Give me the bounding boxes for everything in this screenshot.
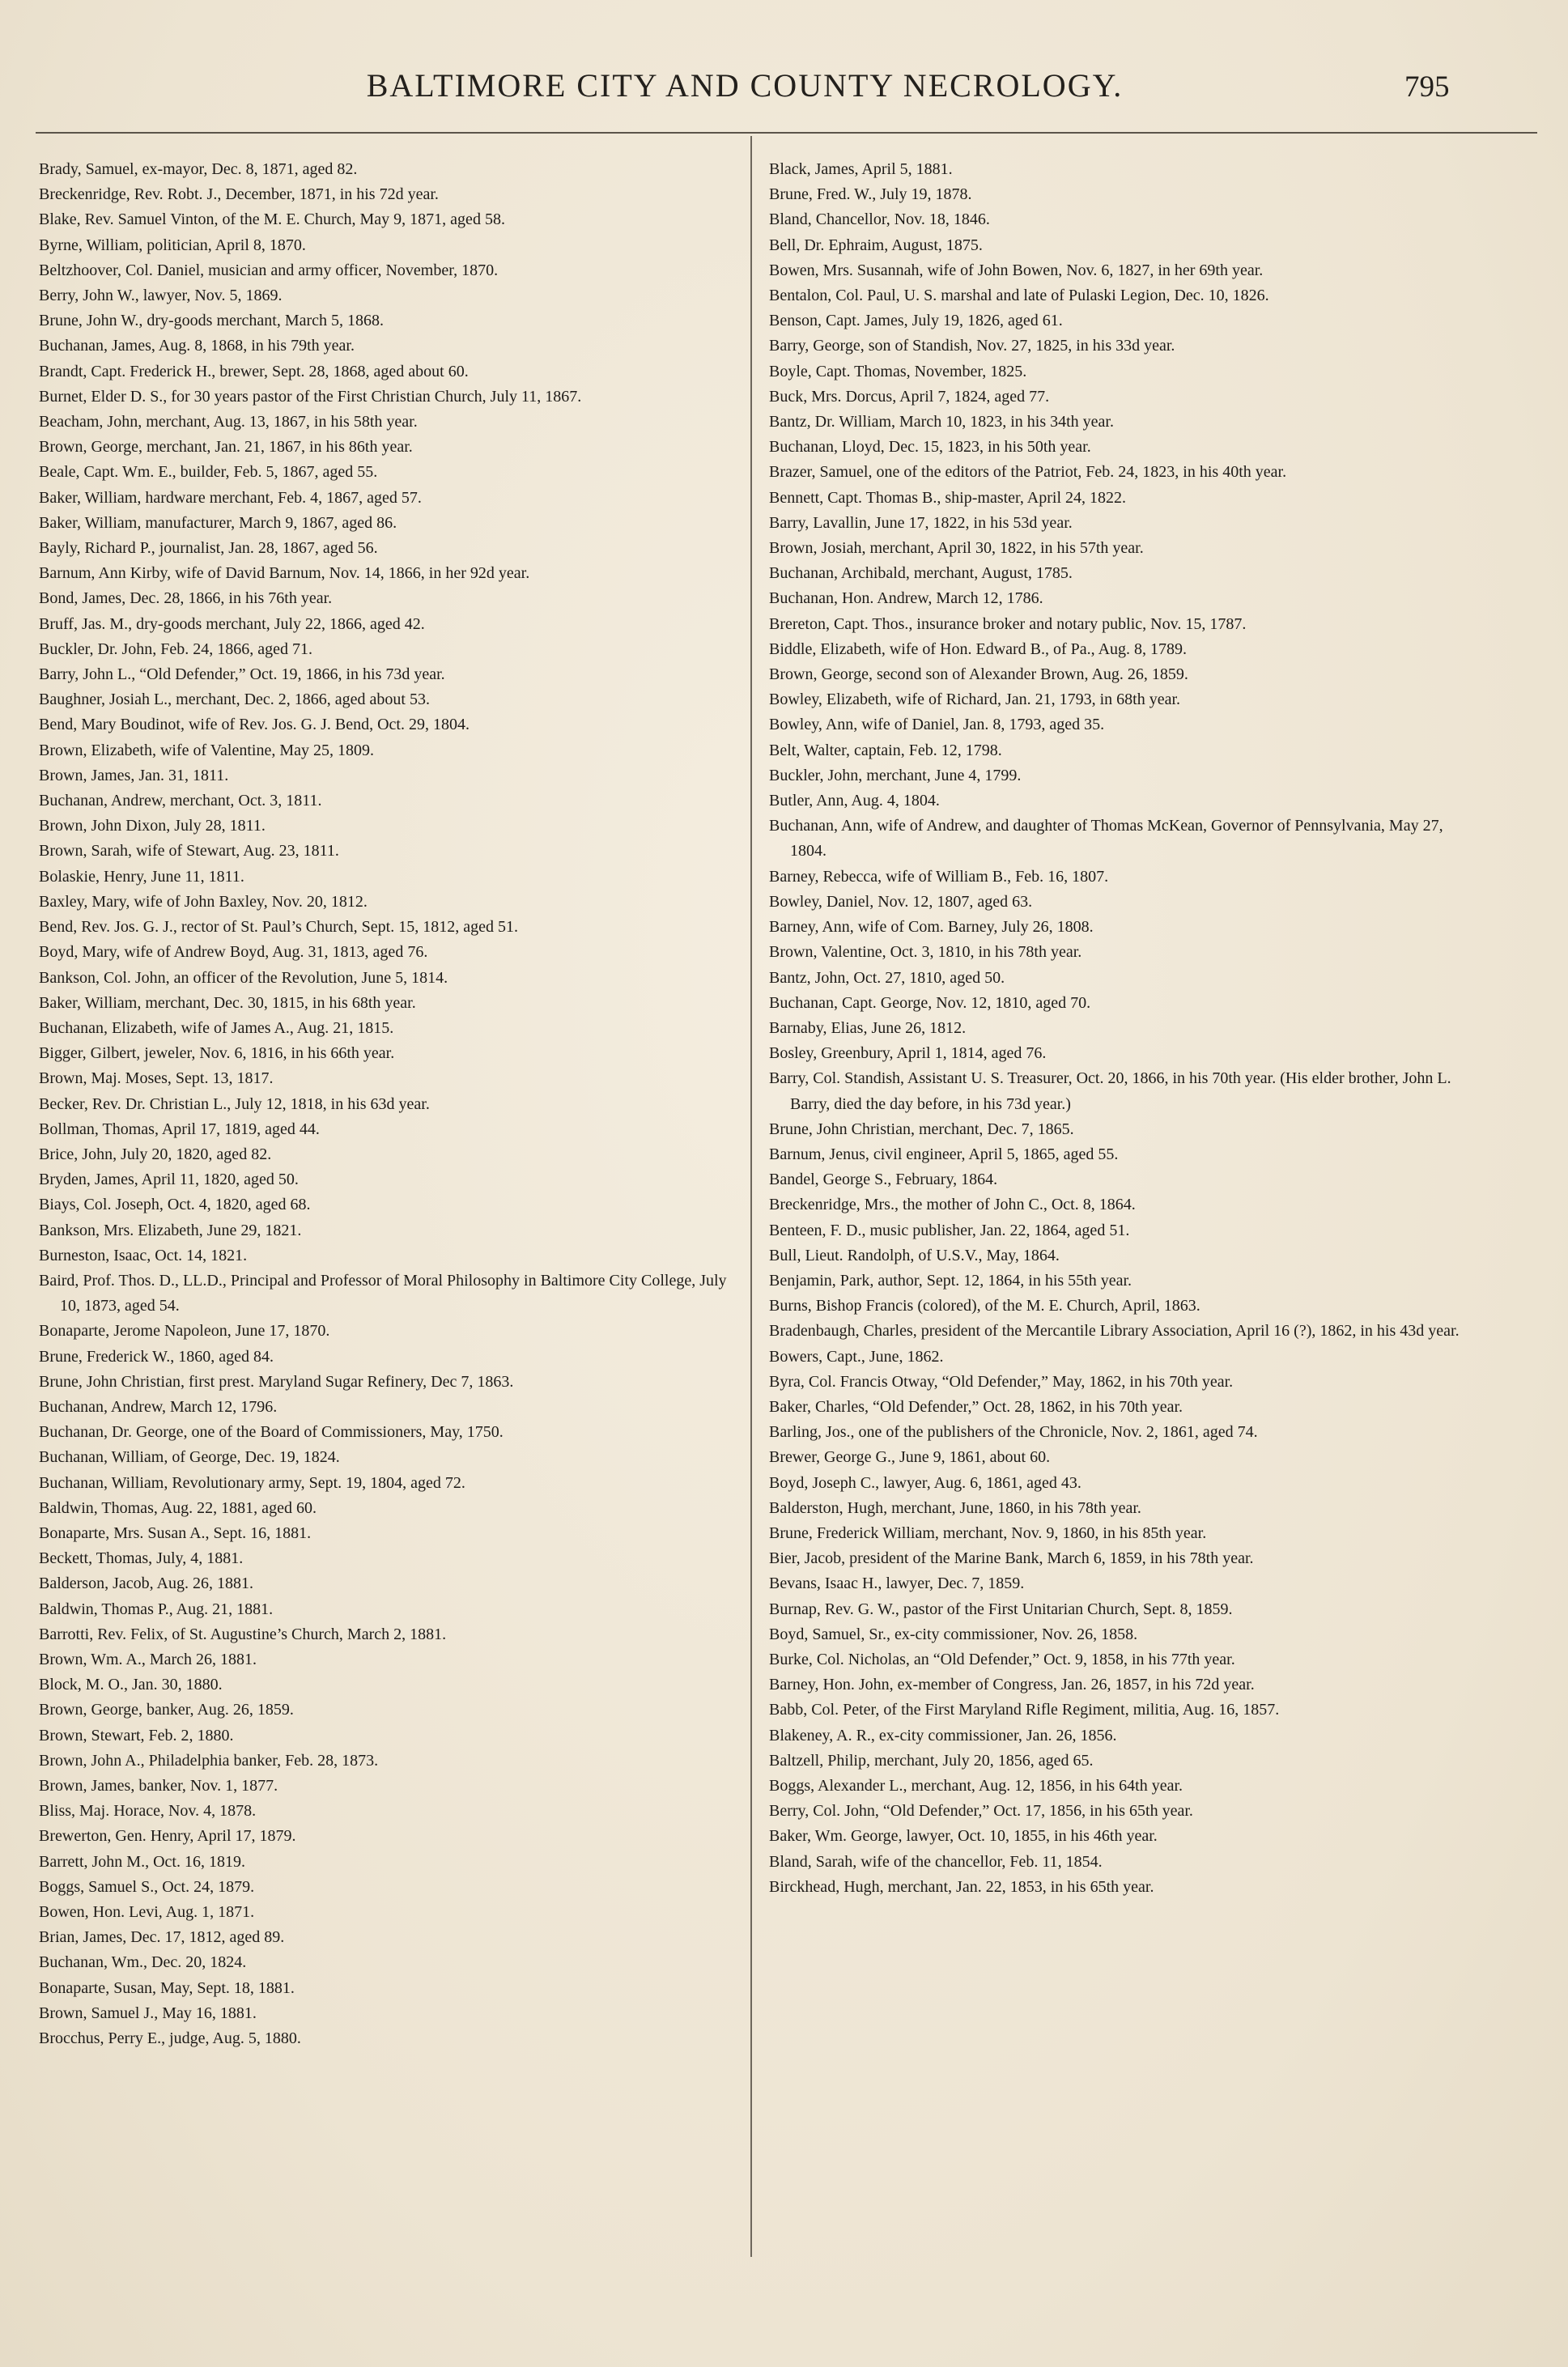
necrology-entry: Benjamin, Park, author, Sept. 12, 1864, in his 55th year. — [769, 1271, 1132, 1290]
necrology-entry: Bennett, Capt. Thomas B., ship-master, April 24, 1822. — [769, 488, 1127, 507]
necrology-entry: Brown, Wm. A., March 26, 1881. — [39, 1650, 257, 1668]
necrology-entry: Bosley, Greenbury, April 1, 1814, aged 76. — [769, 1044, 1047, 1063]
necrology-entry: Brown, James, Jan. 31, 1811. — [39, 766, 229, 784]
necrology-entry: Bliss, Maj. Horace, Nov. 4, 1878. — [39, 1802, 257, 1821]
necrology-entry: Black, James, April 5, 1881. — [769, 160, 953, 178]
necrology-entry: Buckler, John, merchant, June 4, 1799. — [769, 766, 1022, 784]
necrology-entry: Barrett, John M., Oct. 16, 1819. — [39, 1852, 245, 1871]
necrology-entry: Barrotti, Rev. Felix, of St. Augustine’s Church, March 2, 1881. — [39, 1625, 447, 1643]
necrology-entry: Brown, John A., Philadelphia banker, Feb. 28, 1873. — [39, 1751, 379, 1770]
necrology-entry: Bantz, John, Oct. 27, 1810, aged 50. — [769, 968, 1005, 987]
necrology-entry: Barney, Ann, wife of Com. Barney, July 26, 1808. — [769, 918, 1094, 937]
necrology-entry: Belt, Walter, captain, Feb. 12, 1798. — [769, 741, 1002, 759]
necrology-entry: Bowley, Elizabeth, wife of Richard, Jan. 21, 1793, in 68th year. — [769, 691, 1181, 709]
necrology-entry: Brown, Stewart, Feb. 2, 1880. — [39, 1726, 234, 1744]
necrology-entry: Birckhead, Hugh, merchant, Jan. 22, 1853, in his 65th year. — [769, 1877, 1154, 1896]
necrology-entry: Bevans, Isaac H., lawyer, Dec. 7, 1859. — [769, 1574, 1025, 1593]
necrology-entry: Baker, William, merchant, Dec. 30, 1815, in his 68th year. — [39, 993, 416, 1012]
necrology-entry: Burnet, Elder D. S., for 30 years pastor of the First Christian Church, July 11, 1867. — [39, 387, 582, 406]
page-number: 795 — [1404, 70, 1450, 104]
necrology-entry: Burns, Bishop Francis (colored), of the M. E. Church, April, 1863. — [769, 1297, 1200, 1315]
necrology-entry: Balderson, Jacob, Aug. 26, 1881. — [39, 1574, 253, 1593]
necrology-entry: Brazer, Samuel, one of the editors of the Patriot, Feb. 24, 1823, in his 40th year. — [769, 463, 1287, 482]
necrology-entry: Boggs, Samuel S., Oct. 24, 1879. — [39, 1877, 255, 1896]
necrology-entry: Biddle, Elizabeth, wife of Hon. Edward B., of Pa., Aug. 8, 1789. — [769, 640, 1188, 658]
necrology-entry: Brune, Fred. W., July 19, 1878. — [769, 185, 972, 204]
necrology-entry: Baxley, Mary, wife of John Baxley, Nov. 20, 1812. — [39, 892, 368, 911]
necrology-entry: Barney, Rebecca, wife of William B., Feb. 16, 1807. — [769, 867, 1109, 886]
necrology-entry: Buchanan, Andrew, merchant, Oct. 3, 1811. — [39, 792, 322, 810]
header-rule — [36, 132, 1537, 134]
necrology-entry: Byra, Col. Francis Otway, “Old Defender,” May, 1862, in his 70th year. — [769, 1372, 1234, 1391]
necrology-entry: Brown, Sarah, wife of Stewart, Aug. 23, 1811. — [39, 842, 339, 861]
necrology-entry: Buchanan, Andrew, March 12, 1796. — [39, 1397, 278, 1416]
necrology-entry: Bruff, Jas. M., dry-goods merchant, July 22, 1866, aged 42. — [39, 614, 425, 633]
necrology-entry: Barry, Col. Standish, Assistant U. S. Treasurer, Oct. 20, 1866, in his 70th year. (His elder brother, John L. Barry, died the day before, in his 73d year.) — [769, 1069, 1451, 1113]
necrology-entry: Brandt, Capt. Frederick H., brewer, Sept. 28, 1868, aged about 60. — [39, 362, 469, 380]
necrology-entry: Bryden, James, April 11, 1820, aged 50. — [39, 1171, 299, 1189]
necrology-entry: Baldwin, Thomas P., Aug. 21, 1881. — [39, 1600, 274, 1618]
necrology-entry: Buckler, Dr. John, Feb. 24, 1866, aged 71. — [39, 640, 313, 658]
necrology-entry: Baker, Wm. George, lawyer, Oct. 10, 1855, in his 46th year. — [769, 1827, 1158, 1846]
necrology-entry: Baughner, Josiah L., merchant, Dec. 2, 1866, aged about 53. — [39, 691, 430, 709]
necrology-entry: Barnum, Ann Kirby, wife of David Barnum, Nov. 14, 1866, in her 92d year. — [39, 564, 530, 583]
necrology-entry: Bentalon, Col. Paul, U. S. marshal and late of Pulaski Legion, Dec. 10, 1826. — [769, 287, 1269, 305]
necrology-entry: Biays, Col. Joseph, Oct. 4, 1820, aged 68. — [39, 1196, 311, 1214]
necrology-entry: Bradenbaugh, Charles, president of the Mercantile Library Association, April 16 (?), 1862, in his 43d year. — [769, 1322, 1460, 1341]
necrology-entry: Bell, Dr. Ephraim, August, 1875. — [769, 236, 983, 254]
necrology-entry: Brown, James, banker, Nov. 1, 1877. — [39, 1777, 278, 1795]
necrology-entry: Bull, Lieut. Randolph, of U.S.V., May, 1864. — [769, 1246, 1060, 1264]
necrology-entry: Barry, Lavallin, June 17, 1822, in his 53d year. — [769, 513, 1073, 532]
necrology-entry: Barry, George, son of Standish, Nov. 27, 1825, in his 33d year. — [769, 337, 1175, 355]
necrology-entry: Baker, William, manufacturer, March 9, 1867, aged 86. — [39, 513, 397, 532]
necrology-entry: Buck, Mrs. Dorcus, April 7, 1824, aged 77. — [769, 387, 1050, 406]
necrology-entry: Brewerton, Gen. Henry, April 17, 1879. — [39, 1827, 296, 1846]
necrology-entry: Baker, Charles, “Old Defender,” Oct. 28, 1862, in his 70th year. — [769, 1397, 1183, 1416]
necrology-entry: Brown, George, banker, Aug. 26, 1859. — [39, 1701, 294, 1719]
necrology-entry: Baldwin, Thomas, Aug. 22, 1881, aged 60. — [39, 1498, 317, 1517]
necrology-entry: Butler, Ann, Aug. 4, 1804. — [769, 792, 940, 810]
necrology-entry: Buchanan, Wm., Dec. 20, 1824. — [39, 1953, 247, 1972]
necrology-entry: Brocchus, Perry E., judge, Aug. 5, 1880. — [39, 2029, 301, 2048]
necrology-entry: Boyd, Mary, wife of Andrew Boyd, Aug. 31, 1813, aged 76. — [39, 943, 428, 962]
necrology-entry: Buchanan, Archibald, merchant, August, 1785. — [769, 564, 1073, 583]
necrology-entry: Barney, Hon. John, ex-member of Congress, Jan. 26, 1857, in his 72d year. — [769, 1676, 1255, 1694]
necrology-entry: Babb, Col. Peter, of the First Maryland Rifle Regiment, militia, Aug. 16, 1857. — [769, 1701, 1280, 1719]
necrology-entry: Brown, Elizabeth, wife of Valentine, May 25, 1809. — [39, 741, 374, 759]
necrology-entry: Bland, Sarah, wife of the chancellor, Feb. 11, 1854. — [769, 1852, 1103, 1871]
necrology-entry: Brune, John Christian, merchant, Dec. 7, 1865. — [769, 1120, 1074, 1138]
necrology-entry: Blake, Rev. Samuel Vinton, of the M. E. Church, May 9, 1871, aged 58. — [39, 210, 505, 229]
right-column — [769, 157, 1481, 1900]
necrology-entry: Barnaby, Elias, June 26, 1812. — [769, 1018, 967, 1037]
necrology-entry: Bandel, George S., February, 1864. — [769, 1171, 998, 1189]
necrology-entry: Boyle, Capt. Thomas, November, 1825. — [769, 362, 1027, 380]
necrology-entry: Brown, Josiah, merchant, April 30, 1822, in his 57th year. — [769, 539, 1144, 558]
necrology-entry: Berry, John W., lawyer, Nov. 5, 1869. — [39, 287, 283, 305]
necrology-entry: Bonaparte, Jerome Napoleon, June 17, 1870. — [39, 1322, 330, 1341]
necrology-entry: Brune, John W., dry-goods merchant, March 5, 1868. — [39, 312, 385, 330]
necrology-entry: Buchanan, Capt. George, Nov. 12, 1810, aged 70. — [769, 993, 1091, 1012]
necrology-entry: Bonaparte, Susan, May, Sept. 18, 1881. — [39, 1978, 295, 1997]
necrology-entry: Burneston, Isaac, Oct. 14, 1821. — [39, 1246, 248, 1264]
necrology-entry: Brice, John, July 20, 1820, aged 82. — [39, 1145, 272, 1163]
necrology-entry: Burke, Col. Nicholas, an “Old Defender,” Oct. 9, 1858, in his 77th year. — [769, 1650, 1235, 1668]
page-header-title: BALTIMORE CITY AND COUNTY NECROLOGY. — [366, 67, 1124, 104]
necrology-entry: Berry, Col. John, “Old Defender,” Oct. 17, 1856, in his 65th year. — [769, 1802, 1193, 1821]
necrology-entry: Buchanan, William, of George, Dec. 19, 1824. — [39, 1448, 340, 1467]
necrology-entry: Byrne, William, politician, April 8, 1870. — [39, 236, 306, 254]
necrology-entry: Brown, George, merchant, Jan. 21, 1867, in his 86th year. — [39, 438, 413, 457]
necrology-entry: Brown, Maj. Moses, Sept. 13, 1817. — [39, 1069, 274, 1088]
necrology-entry: Beckett, Thomas, July, 4, 1881. — [39, 1549, 244, 1568]
necrology-entry: Brady, Samuel, ex-mayor, Dec. 8, 1871, aged 82. — [39, 160, 358, 178]
necrology-entry: Breckenridge, Rev. Robt. J., December, 1871, in his 72d year. — [39, 185, 439, 204]
necrology-entry: Bowen, Mrs. Susannah, wife of John Bowen, Nov. 6, 1827, in her 69th year. — [769, 261, 1264, 279]
necrology-entry: Brown, John Dixon, July 28, 1811. — [39, 817, 266, 835]
necrology-entry: Brewer, George G., June 9, 1861, about 60. — [769, 1448, 1051, 1467]
necrology-entry: Brown, George, second son of Alexander Brown, Aug. 26, 1859. — [769, 665, 1188, 684]
necrology-entry: Bankson, Mrs. Elizabeth, June 29, 1821. — [39, 1221, 302, 1239]
necrology-entry: Brown, Valentine, Oct. 3, 1810, in his 78th year. — [769, 943, 1082, 962]
necrology-entry: Block, M. O., Jan. 30, 1880. — [39, 1676, 223, 1694]
necrology-entry: Blakeney, A. R., ex-city commissioner, Jan. 26, 1856. — [769, 1726, 1117, 1744]
necrology-entry: Bier, Jacob, president of the Marine Bank, March 6, 1859, in his 78th year. — [769, 1549, 1254, 1568]
necrology-entry: Boyd, Samuel, Sr., ex-city commissioner, Nov. 26, 1858. — [769, 1625, 1138, 1643]
necrology-entry: Buchanan, Elizabeth, wife of James A., Aug. 21, 1815. — [39, 1018, 394, 1037]
necrology-entry: Brian, James, Dec. 17, 1812, aged 89. — [39, 1928, 285, 1947]
necrology-entry: Benteen, F. D., music publisher, Jan. 22, 1864, aged 51. — [769, 1221, 1130, 1239]
necrology-entry: Bowley, Ann, wife of Daniel, Jan. 8, 1793, aged 35. — [769, 716, 1105, 734]
necrology-entry: Boggs, Alexander L., merchant, Aug. 12, 1856, in his 64th year. — [769, 1777, 1183, 1795]
column-divider — [750, 136, 752, 2257]
necrology-entry: Barling, Jos., one of the publishers of the Chronicle, Nov. 2, 1861, aged 74. — [769, 1423, 1258, 1442]
necrology-entry: Bond, James, Dec. 28, 1866, in his 76th year. — [39, 589, 333, 608]
necrology-entry: Buchanan, Hon. Andrew, March 12, 1786. — [769, 589, 1043, 608]
necrology-entry: Buchanan, Lloyd, Dec. 15, 1823, in his 50th year. — [769, 438, 1091, 457]
necrology-entry: Bowen, Hon. Levi, Aug. 1, 1871. — [39, 1903, 255, 1922]
necrology-entry: Brune, Frederick William, merchant, Nov. 9, 1860, in his 85th year. — [769, 1523, 1207, 1542]
necrology-entry: Bowley, Daniel, Nov. 12, 1807, aged 63. — [769, 892, 1033, 911]
necrology-entry: Brune, Frederick W., 1860, aged 84. — [39, 1347, 274, 1366]
necrology-entry: Brereton, Capt. Thos., insurance broker and notary public, Nov. 15, 1787. — [769, 614, 1247, 633]
necrology-entry: Bayly, Richard P., journalist, Jan. 28, 1867, aged 56. — [39, 539, 378, 558]
necrology-entry: Buchanan, Dr. George, one of the Board of Commissioners, May, 1750. — [39, 1423, 504, 1442]
necrology-entry: Becker, Rev. Dr. Christian L., July 12, 1818, in his 63d year. — [39, 1094, 430, 1113]
necrology-entry: Baker, William, hardware merchant, Feb. 4, 1867, aged 57. — [39, 488, 422, 507]
necrology-entry: Barry, John L., “Old Defender,” Oct. 19, 1866, in his 73d year. — [39, 665, 445, 684]
necrology-entry: Bollman, Thomas, April 17, 1819, aged 44. — [39, 1120, 320, 1138]
necrology-entry: Brune, John Christian, first prest. Maryland Sugar Refinery, Dec 7, 1863. — [39, 1372, 514, 1391]
necrology-entry: Balderston, Hugh, merchant, June, 1860, in his 78th year. — [769, 1498, 1141, 1517]
necrology-entry: Bigger, Gilbert, jeweler, Nov. 6, 1816, in his 66th year. — [39, 1044, 395, 1063]
necrology-entry: Bantz, Dr. William, March 10, 1823, in his 34th year. — [769, 413, 1114, 431]
necrology-entry: Burnap, Rev. G. W., pastor of the First Unitarian Church, Sept. 8, 1859. — [769, 1600, 1233, 1618]
necrology-entry: Beacham, John, merchant, Aug. 13, 1867, in his 58th year. — [39, 413, 418, 431]
necrology-entry: Bankson, Col. John, an officer of the Revolution, June 5, 1814. — [39, 968, 448, 987]
necrology-entry: Beltzhoover, Col. Daniel, musician and army officer, November, 1870. — [39, 261, 499, 279]
necrology-entry: Bend, Mary Boudinot, wife of Rev. Jos. G. J. Bend, Oct. 29, 1804. — [39, 716, 470, 734]
necrology-entry: Bend, Rev. Jos. G. J., rector of St. Paul’s Church, Sept. 15, 1812, aged 51. — [39, 918, 518, 937]
necrology-entry: Bonaparte, Mrs. Susan A., Sept. 16, 1881. — [39, 1523, 312, 1542]
necrology-entry: Beale, Capt. Wm. E., builder, Feb. 5, 1867, aged 55. — [39, 463, 378, 482]
necrology-entry: Benson, Capt. James, July 19, 1826, aged 61. — [769, 312, 1063, 330]
necrology-entry: Bowers, Capt., June, 1862. — [769, 1347, 944, 1366]
necrology-entry: Bolaskie, Henry, June 11, 1811. — [39, 867, 244, 886]
necrology-entry: Brown, Samuel J., May 16, 1881. — [39, 2004, 257, 2022]
necrology-entry: Baltzell, Philip, merchant, July 20, 1856, aged 65. — [769, 1751, 1094, 1770]
necrology-entry: Buchanan, James, Aug. 8, 1868, in his 79th year. — [39, 337, 355, 355]
necrology-entry: Buchanan, Ann, wife of Andrew, and daughter of Thomas McKean, Governor of Pennsylvania, May 27, 1804. — [769, 817, 1443, 861]
necrology-entry: Bland, Chancellor, Nov. 18, 1846. — [769, 210, 990, 229]
necrology-entry: Baird, Prof. Thos. D., LL.D., Principal and Professor of Moral Philosophy in Baltimore City College, July 10, 1873, aged 54. — [39, 1271, 727, 1315]
necrology-entry: Boyd, Joseph C., lawyer, Aug. 6, 1861, aged 43. — [769, 1473, 1081, 1492]
left-column — [39, 157, 743, 2051]
necrology-entry: Breckenridge, Mrs., the mother of John C., Oct. 8, 1864. — [769, 1196, 1136, 1214]
necrology-entry: Barnum, Jenus, civil engineer, April 5, 1865, aged 55. — [769, 1145, 1119, 1163]
necrology-entry: Buchanan, William, Revolutionary army, Sept. 19, 1804, aged 72. — [39, 1473, 465, 1492]
